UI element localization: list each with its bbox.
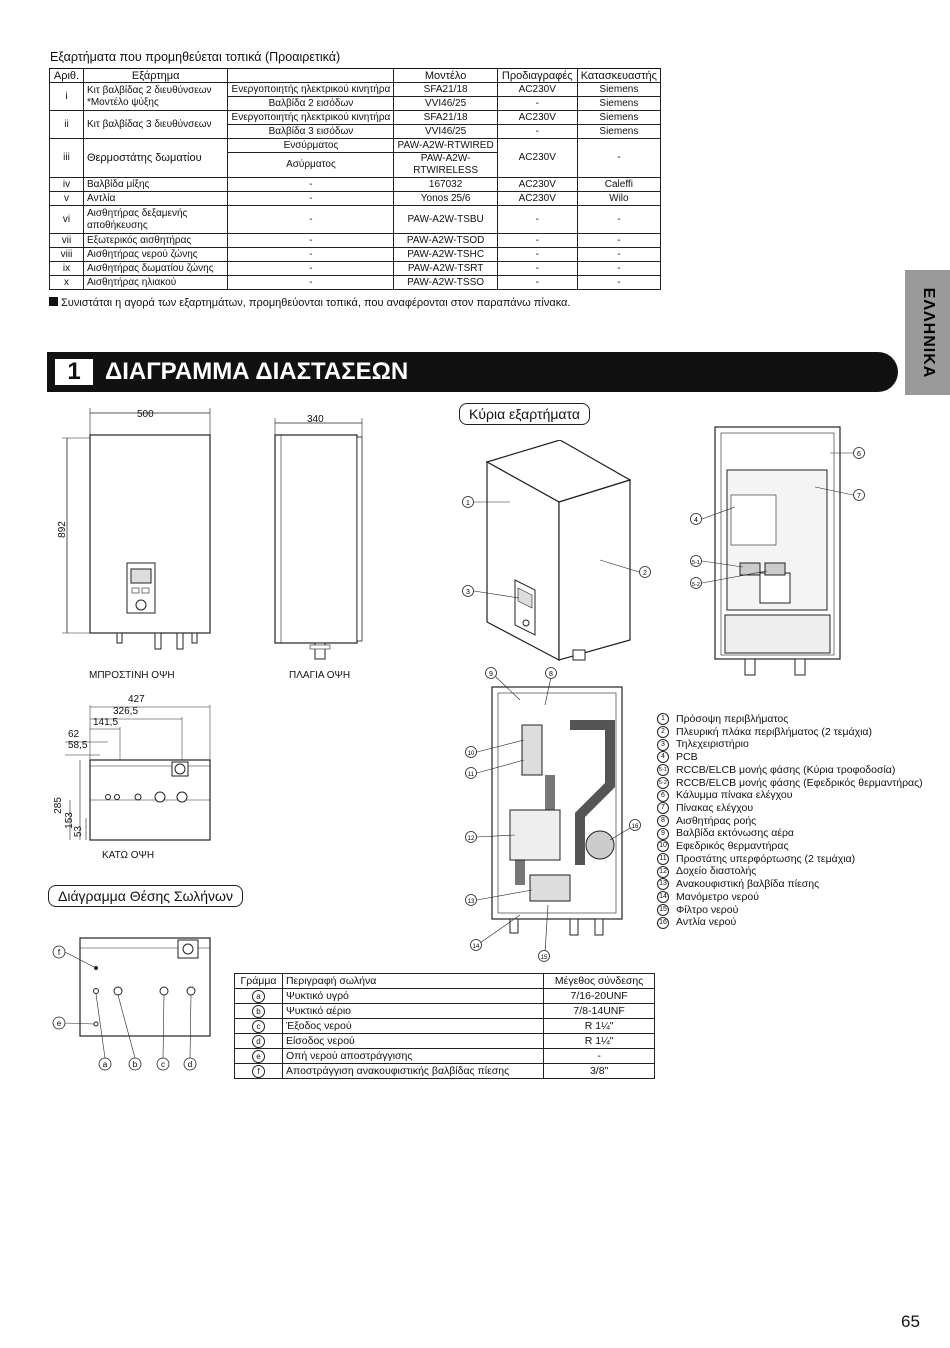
front-view-drawing: [50, 405, 220, 655]
list-item: 14 Μανόμετρο νερού: [657, 891, 923, 904]
front-view-label: ΜΠΡΟΣΤΙΝΗ ΟΨΗ: [89, 670, 175, 681]
list-item: 11 Προστάτης υπερφόρτωσης (2 τεμάχια): [657, 853, 923, 866]
dim-141-5: 141,5: [93, 717, 119, 728]
table-row: ix Αισθητήρας δωματίου ζώνης - PAW-A2W-TSRT - -: [50, 262, 661, 276]
header-item: Εξάρτημα: [83, 69, 227, 83]
svg-text:2: 2: [643, 570, 647, 577]
unit-isometric-drawing: [455, 440, 665, 665]
header-model: Μοντέλο: [394, 69, 497, 83]
table-row: f Αποστράγγιση ανακουφιστικής βαλβίδας πίεσης 3/8": [235, 1064, 655, 1079]
table-row: c Έξοδος νερού R 1¼": [235, 1019, 655, 1034]
svg-text:5-1: 5-1: [692, 560, 700, 566]
page-number: 65: [901, 1312, 920, 1331]
accessories-note: Συνιστάται η αγορά των εξαρτημάτων, προμηθεύονται τοπικά, που αναφέρονται στον παραπάνω πίνακα.: [49, 297, 570, 309]
section-title: ΔΙΑΓΡΑΜΜΑ ΔΙΑΣΤΑΣΕΩΝ: [105, 358, 409, 385]
svg-text:6: 6: [857, 451, 861, 458]
section-number: 1: [55, 359, 93, 385]
header-blank: [228, 69, 394, 83]
table-header-row: Γράμμα Περιγραφή σωλήνα Μέγεθος σύνδεσης: [235, 974, 655, 989]
list-item: 10 Εφεδρικός θερμαντήρας: [657, 840, 923, 853]
svg-text:13: 13: [467, 899, 475, 905]
svg-text:14: 14: [472, 944, 480, 950]
svg-text:9: 9: [489, 671, 493, 678]
table-row: b Ψυκτικό αέριο 7/8-14UNF: [235, 1004, 655, 1019]
list-item: 6 Κάλυμμα πίνακα ελέγχου: [657, 789, 923, 802]
table-row: e Οπή νερού αποστράγγισης -: [235, 1049, 655, 1064]
list-item: 5-2 RCCB/ELCB μονής φάσης (Εφεδρικός θερμαντήρας): [657, 777, 923, 790]
svg-text:d: d: [187, 1060, 193, 1069]
list-item: 16 Αντλία νερού: [657, 916, 923, 929]
table-row: i Κιτ βαλβίδας 2 διευθύνσεων *Μοντέλο ψύξης Ενεργοποιητής ηλεκτρικού κινητήρα SFA21/18 AC230V Siemens: [50, 83, 661, 97]
svg-text:3: 3: [466, 589, 470, 596]
svg-text:f: f: [57, 948, 61, 957]
side-view-label: ΠΛΑΓΙΑ ΟΨΗ: [289, 670, 351, 681]
table-row: iii Θερμοστάτης δωματίου Ενσύρματος PAW-A2W-RTWIRED AC230V -: [50, 139, 661, 153]
svg-text:11: 11: [467, 772, 475, 778]
table-row: iv Βαλβίδα μίξης - 167032 AC230V Caleffi: [50, 178, 661, 192]
table-row: v Αντλία - Yonos 25/6 AC230V Wilo: [50, 192, 661, 206]
accessories-caption: Εξαρτήματα που προμηθεύεται τοπικά (Προαιρετικά): [50, 50, 341, 64]
dim-427: 427: [128, 694, 145, 705]
table-row: a Ψυκτικό υγρό 7/16-20UNF: [235, 989, 655, 1004]
main-parts-legend: [657, 713, 923, 929]
list-item: 1 Πρόσοψη περιβλήματος: [657, 713, 923, 726]
svg-text:b: b: [132, 1060, 138, 1069]
header-maker: Κατασκευαστής: [577, 69, 660, 83]
header-spec: Προδιαγραφές: [497, 69, 577, 83]
list-item: 12 Δοχείο διαστολής: [657, 865, 923, 878]
dim-153: 153: [63, 812, 75, 829]
list-item: 5-1 RCCB/ELCB μονής φάσης (Κύρια τροφοδοσία): [657, 764, 923, 777]
dim-285: 285: [52, 797, 64, 814]
pipes-title: Διάγραμμα Θέσης Σωλήνων: [48, 885, 243, 907]
accessories-table: [49, 68, 661, 290]
svg-text:7: 7: [857, 493, 861, 500]
control-box-drawing: [685, 425, 870, 685]
dim-62: 62: [68, 729, 80, 740]
table-row: viii Αισθητήρας νερού ζώνης - PAW-A2W-TSHC - -: [50, 248, 661, 262]
bottom-view-label: ΚΑΤΩ ΟΨΗ: [102, 850, 155, 861]
table-row: ii Κιτ βαλβίδας 3 διευθύνσεων Ενεργοποιητής ηλεκτρικού κινητήρα SFA21/18 AC230V Siemens: [50, 111, 661, 125]
svg-text:e: e: [56, 1019, 62, 1028]
table-row: x Αισθητήρας ηλιακού - PAW-A2W-TSSO - -: [50, 276, 661, 290]
language-tab: ΕΛΛΗΝΙΚΑ: [905, 270, 950, 395]
front-width-dim: 500: [137, 409, 154, 420]
list-item: 9 Βαλβίδα εκτόνωσης αέρα: [657, 827, 923, 840]
table-row: Βαλβίδα 3 εισόδων VVI46/25 - Siemens: [50, 125, 661, 139]
svg-text:5-2: 5-2: [692, 582, 700, 588]
table-row: d Είσοδος νερού R 1¼": [235, 1034, 655, 1049]
main-parts-title: Κύρια εξαρτήματα: [459, 403, 590, 425]
table-row: vi Αισθητήρας δεξαμενής αποθήκευσης - PAW-A2W-TSBU - -: [50, 206, 661, 234]
list-item: 7 Πίνακας ελέγχου: [657, 802, 923, 815]
list-item: 15 Φίλτρο νερού: [657, 904, 923, 917]
square-bullet-icon: [49, 297, 58, 306]
svg-text:10: 10: [467, 751, 475, 757]
list-item: 2 Πλευρική πλάκα περιβλήματος (2 τεμάχια): [657, 726, 923, 739]
header-no: Αριθ.: [50, 69, 84, 83]
table-row: Ασύρματος PAW-A2W-RTWIRELESS: [50, 153, 661, 178]
svg-text:4: 4: [694, 517, 698, 524]
pipes-table: [234, 973, 655, 1079]
table-header-row: [50, 69, 661, 83]
pipe-position-drawing: [48, 932, 218, 1077]
side-depth-dim: 340: [307, 414, 324, 425]
front-height-dim: 892: [56, 521, 68, 538]
list-item: 3 Τηλεχειριστήριο: [657, 738, 923, 751]
list-item: 8 Αισθητήρας ροής: [657, 815, 923, 828]
svg-text:12: 12: [467, 836, 475, 842]
svg-text:15: 15: [540, 955, 548, 961]
dim-58-5: 58,5: [68, 740, 88, 751]
internal-components-drawing: [460, 665, 645, 965]
section-header: [47, 352, 898, 392]
svg-text:c: c: [161, 1060, 165, 1069]
side-view-drawing: [270, 415, 380, 665]
dim-326-5: 326,5: [113, 706, 139, 717]
table-row: Βαλβίδα 2 εισόδων VVI46/25 - Siemens: [50, 97, 661, 111]
dim-53: 53: [73, 825, 85, 838]
svg-text:8: 8: [549, 671, 553, 678]
list-item: 4 PCB: [657, 751, 923, 764]
list-item: 13 Ανακουφιστική βαλβίδα πίεσης: [657, 878, 923, 891]
svg-text:16: 16: [631, 824, 639, 830]
svg-text:1: 1: [466, 500, 470, 507]
table-row: vii Εξωτερικός αισθητήρας - PAW-A2W-TSOD - -: [50, 234, 661, 248]
svg-text:a: a: [102, 1060, 108, 1069]
